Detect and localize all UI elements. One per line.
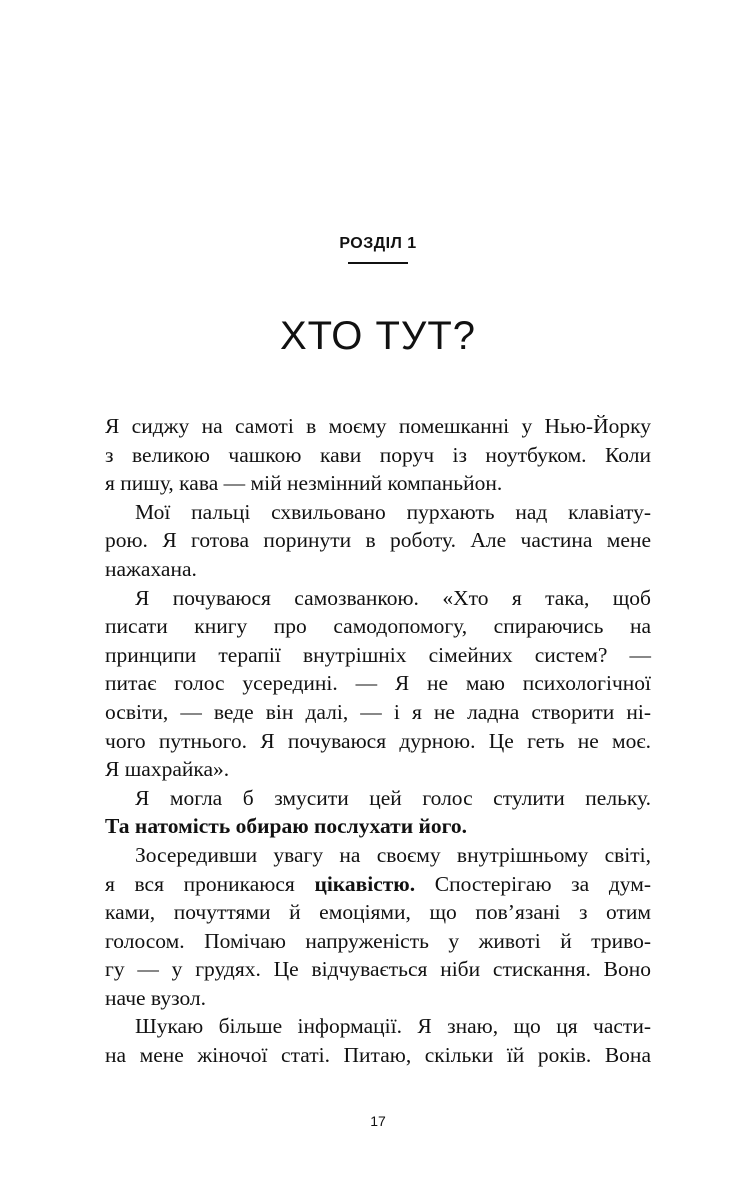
text-line: рою. Я готова поринути в роботу. Але частина мене xyxy=(105,528,651,553)
page-number: 17 xyxy=(370,1113,386,1129)
text-line: освіти, — веде він далі, — і я не ладна створити ні- xyxy=(105,699,651,724)
text-line: я вся проникаюся цікавістю. Спостерігаю за дум- xyxy=(105,871,651,896)
text-line: писати книгу про самодопомогу, спираючись на xyxy=(105,614,651,639)
chapter-title: ХТО ТУТ? xyxy=(279,314,477,358)
chapter-divider xyxy=(348,262,408,264)
text-line: питає голос усередині. — Я не маю психологічної xyxy=(105,671,651,696)
text-line: наче вузол. xyxy=(105,985,207,1010)
text-line: чого путнього. Я почуваюся дурною. Це геть не моє. xyxy=(105,728,651,753)
text-line-bold: Та натомість обираю послухати його. xyxy=(105,814,467,839)
text-line: принципи терапії внутрішніх сімейних систем? — xyxy=(105,642,651,667)
text-line: гу — у грудях. Це відчувається ніби стискання. Воно xyxy=(105,957,651,982)
emphasis-word: цікавістю. xyxy=(314,871,416,896)
chapter-label: РОЗДІЛ 1 xyxy=(339,235,417,252)
text-line: Мої пальці схвильовано пурхають над клавіату- xyxy=(135,499,651,524)
text-line: з великою чашкою кави поруч із ноутбуком. Коли xyxy=(105,442,651,467)
text-line: на мене жіночої статі. Питаю, скільки їй років. Вона xyxy=(105,1043,651,1068)
text-line: Зосередивши увагу на своєму внутрішньому світі, xyxy=(135,842,651,867)
text-line: Я сиджу на самоті в моєму помешканні у Нью-Йорку xyxy=(105,414,651,438)
text-line: Я шахрайка». xyxy=(105,757,230,782)
text-line: нажахана. xyxy=(105,556,197,581)
text-line: я пишу, кава — мій незмінний компаньйон. xyxy=(105,471,503,496)
text-line: Я почуваюся самозванкою. «Хто я така, щоб xyxy=(135,585,651,610)
body-text xyxy=(105,412,651,1070)
text-line: Шукаю більше інформації. Я знаю, що ця части- xyxy=(135,1014,651,1039)
text-line: голосом. Помічаю напруженість у животі й триво- xyxy=(105,928,651,953)
text-line: ками, почуттями й емоціями, що пов’язані з отим xyxy=(105,900,651,925)
text-line: Я могла б змусити цей голос стулити пельку. xyxy=(135,785,651,810)
